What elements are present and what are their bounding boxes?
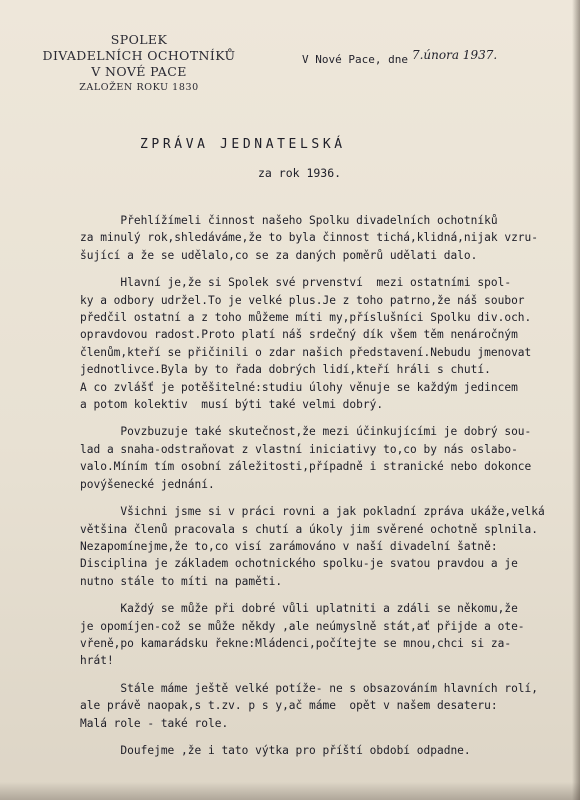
text-line: Každý se může při dobré vůli uplatniti a zdáli se někomu,že — [80, 602, 518, 616]
document-title: ZPRÁVA JEDNATELSKÁ — [140, 137, 346, 152]
paragraph — [80, 680, 560, 732]
paragraph — [80, 742, 560, 759]
page-edge-shadow — [572, 0, 580, 800]
letterhead-line: V NOVÉ PACE — [91, 64, 187, 79]
text-line: jednotlivce.Byla by to řada dobrých lidí,kteří hráli s chutí. — [80, 363, 491, 377]
text-line: Všichni jsme si v práci rovni a jak pokladní zpráva ukáže,velká — [80, 505, 545, 519]
text-line: předčil ostatní a z toho můžeme míti my,příslušníci Spolku div.och. — [80, 311, 532, 325]
text-line: šující a že se udělalo,co se za daných poměrů udělati dalo. — [80, 248, 478, 262]
paragraph-gap — [80, 493, 560, 503]
text-line: členům,kteří se přičinili o zdar našich představení.Nebudu jmenovat — [80, 345, 532, 359]
paragraph — [80, 423, 560, 493]
text-line: a potom kolektiv musí býti také velmi dobrý. — [80, 398, 384, 412]
report-body — [80, 212, 560, 759]
paragraph — [80, 600, 560, 670]
founded-line: ZALOŽEN ROKU 1830 — [79, 82, 199, 93]
text-line: většina členů pracovala s chutí a úkoly jim svěrené ochotně splnila. — [80, 522, 539, 536]
text-line: ale právě naopak,s t.zv. p s y,ač máme opět v našem desateru: — [80, 699, 498, 713]
text-line: povýšenecké jednání. — [80, 477, 215, 491]
dateline-place: V Nové Pace, dne — [302, 53, 408, 66]
letterhead — [28, 32, 250, 95]
text-line: lad a snaha-odstraňovat z vlastní iniciativy to,co by nás oslabo- — [80, 442, 518, 456]
text-line: za minulý rok,shledáváme,že to byla činnost tichá,klidná,nijak vzru- — [80, 231, 539, 245]
document-subtitle: za rok 1936. — [258, 166, 342, 180]
paragraph-gap — [80, 590, 560, 600]
text-line: valo.Míním tím osobní záležitosti,případně i stranické nebo dokonce — [80, 460, 532, 474]
paragraph-gap — [80, 732, 560, 742]
text-line: Malá role - také role. — [80, 716, 229, 730]
text-line: Nezapomínejme,že to,co visí zarámováno v naší divadelní šatně: — [80, 539, 498, 553]
text-line: hrát! — [80, 654, 114, 668]
letterhead-line: SPOLEK — [110, 32, 168, 47]
text-line: opravdovou radost.Proto platí náš srdečný dík všem těm nenáročným — [80, 328, 518, 342]
paragraph — [80, 274, 560, 413]
dateline-date: 7.února 1937. — [411, 48, 498, 62]
text-line: je opomíjen-což se může někdy ,ale neúmyslně stát,ať přijde a ote- — [80, 619, 525, 633]
text-line: Hlavní je,že si Spolek své prvenství mezi ostatními spol- — [80, 276, 512, 290]
letterhead-line: DIVADELNÍCH OCHOTNÍKŮ — [42, 48, 236, 63]
text-line: Přehlížímeli činnost našeho Spolku divadelních ochotníků — [80, 214, 498, 227]
page-edge-shadow — [0, 782, 580, 800]
paragraph-gap — [80, 264, 560, 274]
text-line: Stále máme ještě velké potíže- ne s obsazováním hlavních rolí, — [80, 681, 539, 695]
text-line: nutno stále to míti na paměti. — [80, 574, 283, 588]
paragraph-gap — [80, 670, 560, 680]
text-line: Doufejme ,že i tato výtka pro příští období odpadne. — [80, 743, 471, 757]
paragraph — [80, 503, 560, 590]
paragraph-gap — [80, 413, 560, 423]
text-line: Povzbuzuje také skutečnost,že mezi účinkujícími je dobrý sou- — [80, 425, 532, 439]
text-line: Disciplina je základem ochotnického spolku-je svatou pravdou a je — [80, 557, 518, 571]
dateline — [302, 48, 498, 66]
paragraph — [80, 212, 560, 264]
text-line: ky a odbory udržel.To je velké plus.Je z toho patrno,že náš soubor — [80, 293, 525, 307]
text-line: vřeně,po kamarádsku řekne:Mládenci,počítejte se mnou,chci si za- — [80, 636, 512, 650]
text-line: A co zvlášť je potěšitelné:studiu úlohy věnuje se každým jedincem — [80, 380, 518, 394]
